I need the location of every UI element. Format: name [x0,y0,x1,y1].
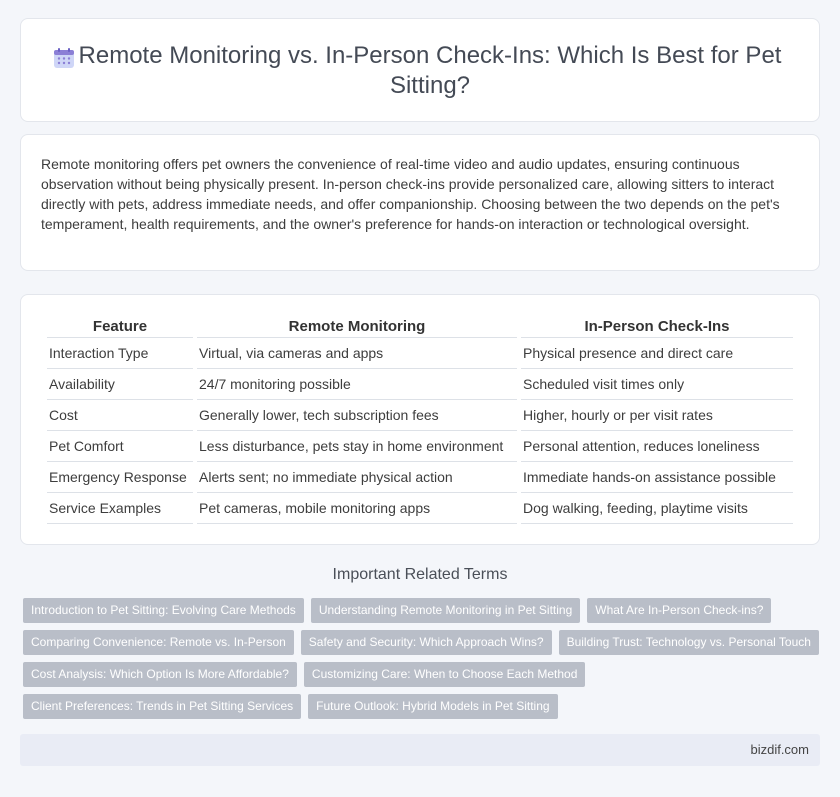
column-header-remote: Remote Monitoring [197,316,517,338]
related-term-tag[interactable]: Building Trust: Technology vs. Personal Touch [559,630,819,655]
related-term-tag[interactable]: Client Preferences: Trends in Pet Sitting Services [23,694,301,719]
related-term-tag[interactable]: Understanding Remote Monitoring in Pet Sitting [311,598,580,623]
related-term-tag[interactable]: Comparing Convenience: Remote vs. In-Person [23,630,294,655]
table-row [47,400,793,431]
table-cell: Physical presence and direct care [521,338,793,369]
table-cell: Personal attention, reduces loneliness [521,431,793,462]
table-cell: Interaction Type [47,338,193,369]
page-title: Remote Monitoring vs. In-Person Check-Ins: Which Is Best for Pet Sitting? [78,42,782,99]
table-row [47,462,793,493]
table-cell: Service Examples [47,493,193,524]
table-row [47,338,793,369]
related-term-tag[interactable]: Introduction to Pet Sitting: Evolving Care Methods [23,598,304,623]
table-cell: Dog walking, feeding, playtime visits [521,493,793,524]
table-cell: 24/7 monitoring possible [197,369,517,400]
comparison-table [43,316,797,524]
table-cell: Emergency Response [47,462,193,493]
related-terms-list [23,598,823,726]
table-cell: Pet cameras, mobile monitoring apps [197,493,517,524]
table-cell: Generally lower, tech subscription fees [197,400,517,431]
table-cell: Alerts sent; no immediate physical action [197,462,517,493]
footer-site-link[interactable]: bizdif.com [750,742,809,757]
related-terms-heading: Important Related Terms [332,566,508,583]
table-cell: Immediate hands-on assistance possible [521,462,793,493]
table-cell: Pet Comfort [47,431,193,462]
table-cell: Cost [47,400,193,431]
table-cell: Availability [47,369,193,400]
related-term-tag[interactable]: What Are In-Person Check-ins? [587,598,771,623]
related-term-tag[interactable]: Future Outlook: Hybrid Models in Pet Sitting [308,694,557,719]
column-header-feature: Feature [47,316,193,338]
table-cell: Less disturbance, pets stay in home environment [197,431,517,462]
related-term-tag[interactable]: Safety and Security: Which Approach Wins? [301,630,552,655]
table-cell: Scheduled visit times only [521,369,793,400]
footer [20,734,820,766]
related-term-tag[interactable]: Customizing Care: When to Choose Each Method [304,662,585,687]
column-header-in-person: In-Person Check-Ins [521,316,793,338]
table-row [47,431,793,462]
table-cell: Virtual, via cameras and apps [197,338,517,369]
related-term-tag[interactable]: Cost Analysis: Which Option Is More Affordable? [23,662,297,687]
table-row [47,369,793,400]
intro-paragraph: Remote monitoring offers pet owners the convenience of real-time video and audio updates, ensuring continuous observation without being physically present. In-person check-ins provide personalized care, allowing sitters to interact directly with pets, address immediate needs, and offer companionship. Choosing between the two depends on the pet's temperament, health requirements, and the owner's preference for hands-on interaction or technological oversight. [41,156,780,232]
table-header-row [47,316,793,338]
table-cell: Higher, hourly or per visit rates [521,400,793,431]
table-row [47,493,793,524]
intro-card [20,134,820,271]
header-card [20,18,820,122]
comparison-card [20,294,820,545]
